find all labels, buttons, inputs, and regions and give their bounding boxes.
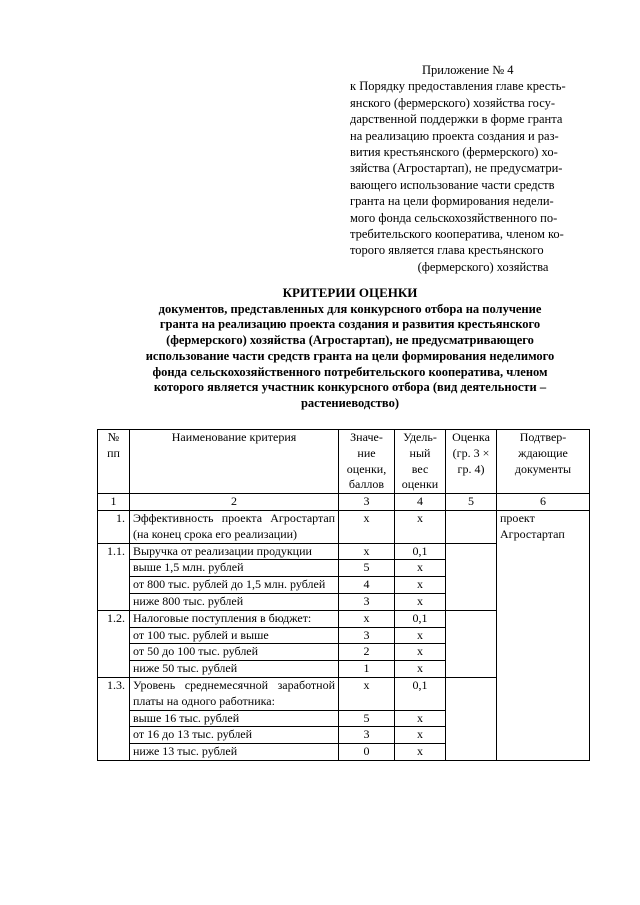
assessment-cell — [446, 727, 497, 744]
criterion-name: от 16 до 13 тыс. рублей — [130, 727, 339, 744]
column-number-row — [98, 494, 590, 511]
table-row — [98, 727, 590, 744]
appendix-line: к Порядку предоставления главе кресть- — [350, 79, 566, 94]
title-heading: КРИТЕРИИ ОЦЕНКИ — [282, 285, 418, 300]
header-text: вес — [411, 461, 429, 476]
weight-value: х — [395, 727, 446, 744]
criterion-name: Эффективность проекта Агростартап (на конец срока его реализации) — [130, 510, 339, 543]
title-line: (фермерского) хозяйства (Агростартап), не предусматривающего — [166, 333, 534, 348]
appendix-number: Приложение № 4 — [422, 63, 514, 77]
header-text: Значе- — [350, 430, 383, 444]
title-line: документов, представленных для конкурсного отбора на получение — [158, 301, 542, 316]
appendix-line: требительского кооператива, членом ко- — [350, 227, 564, 242]
appendix-line: вающего использование части средств — [350, 177, 555, 192]
column-number: 6 — [497, 494, 590, 511]
weight-value: 0,1 — [395, 610, 446, 627]
header-text: баллов — [348, 477, 385, 492]
document-title — [108, 285, 592, 412]
score-value: х — [339, 510, 395, 543]
criterion-name: от 50 до 100 тыс. рублей — [130, 644, 339, 661]
criterion-name: Выручка от реализации продукции — [130, 543, 339, 560]
appendix-line: гранта на цели формирования недели- — [350, 194, 554, 209]
header-weight — [395, 430, 446, 494]
weight-value: х — [395, 627, 446, 644]
assessment-cell — [446, 577, 497, 594]
appendix-line: на реализацию проекта создания и раз- — [350, 128, 559, 143]
row-number — [98, 661, 130, 678]
header-text: ный — [409, 445, 431, 460]
header-text: документы — [514, 461, 572, 476]
header-number — [98, 430, 130, 494]
score-value: 0 — [339, 744, 395, 761]
table-row — [98, 610, 590, 627]
score-value: 4 — [339, 577, 395, 594]
supporting-document-cont — [497, 727, 590, 744]
table-row — [98, 644, 590, 661]
header-text: Оценка — [452, 430, 490, 444]
table-header-row — [98, 430, 590, 494]
row-number: 1. — [98, 510, 130, 543]
appendix-line: янского (фермерского) хозяйства госу- — [350, 95, 556, 110]
supporting-document-cont — [497, 593, 590, 610]
header-text: оценки — [401, 477, 439, 492]
weight-value: х — [395, 510, 446, 543]
criterion-name: ниже 800 тыс. рублей — [130, 593, 339, 610]
column-number: 3 — [339, 494, 395, 511]
score-value: 3 — [339, 727, 395, 744]
appendix-block — [350, 62, 596, 275]
supporting-document-cont — [497, 644, 590, 661]
weight-value: х — [395, 710, 446, 727]
header-assessment — [446, 430, 497, 494]
table-row — [98, 710, 590, 727]
column-number: 1 — [98, 494, 130, 511]
table-row — [98, 593, 590, 610]
score-value: 1 — [339, 661, 395, 678]
table-row — [98, 661, 590, 678]
supporting-document-cont — [497, 744, 590, 761]
supporting-document-cont — [497, 543, 590, 560]
table-row — [98, 560, 590, 577]
appendix-line: вития крестьянского (фермерского) хо- — [350, 145, 558, 160]
score-value: 2 — [339, 644, 395, 661]
criterion-name: Налоговые поступления в бюджет: — [130, 610, 339, 627]
row-number: 1.1. — [98, 543, 130, 560]
row-number: 1.3. — [98, 677, 130, 710]
header-text: оценки, — [346, 461, 387, 476]
appendix-line: дарственной поддержки в форме гранта — [350, 112, 563, 127]
assessment-cell — [446, 627, 497, 644]
criteria-table — [97, 429, 590, 761]
criterion-name: от 100 тыс. рублей и выше — [130, 627, 339, 644]
table-row — [98, 577, 590, 594]
assessment-cell — [446, 661, 497, 678]
title-line: фонда сельскохозяйственного потребительского кооператива, членом — [152, 364, 548, 379]
assessment-cell — [446, 677, 497, 710]
assessment-cell — [446, 710, 497, 727]
header-criterion-name — [130, 430, 339, 494]
row-number — [98, 727, 130, 744]
criterion-name: от 800 тыс. рублей до 1,5 млн. рублей — [130, 577, 339, 594]
header-text: Наименование критерия — [171, 430, 297, 444]
weight-value: 0,1 — [395, 543, 446, 560]
criterion-name: ниже 13 тыс. рублей — [130, 744, 339, 761]
supporting-document-cont — [497, 710, 590, 727]
row-number — [98, 744, 130, 761]
row-number — [98, 644, 130, 661]
appendix-line: зяйства (Агростартап), не предусматри- — [350, 161, 563, 176]
score-value: 3 — [339, 627, 395, 644]
weight-value: х — [395, 560, 446, 577]
header-text: Удель- — [403, 430, 437, 444]
assessment-cell — [446, 510, 497, 543]
column-number: 2 — [130, 494, 339, 511]
table-row — [98, 627, 590, 644]
row-number: 1.2. — [98, 610, 130, 627]
table-row — [98, 543, 590, 560]
appendix-line: (фермерского) хозяйства — [417, 259, 549, 274]
table-row — [98, 677, 590, 710]
score-value: 5 — [339, 710, 395, 727]
title-line: использование части средств гранта на цели формирования неделимого — [145, 348, 555, 363]
weight-value: х — [395, 744, 446, 761]
assessment-cell — [446, 560, 497, 577]
score-value: х — [339, 677, 395, 710]
weight-value: х — [395, 593, 446, 610]
criterion-name: выше 1,5 млн. рублей — [130, 560, 339, 577]
supporting-document: проект Агростартап — [497, 510, 590, 543]
supporting-document-cont — [497, 627, 590, 644]
title-line: растениеводство) — [300, 395, 400, 410]
title-line: гранта на реализацию проекта создания и развития крестьянского — [159, 317, 541, 332]
row-number — [98, 627, 130, 644]
assessment-cell — [446, 644, 497, 661]
assessment-cell — [446, 543, 497, 560]
header-text: ждающие — [518, 445, 568, 460]
score-value: 5 — [339, 560, 395, 577]
weight-value: х — [395, 577, 446, 594]
row-number — [98, 710, 130, 727]
supporting-document-cont — [497, 677, 590, 710]
score-value: х — [339, 543, 395, 560]
weight-value: х — [395, 644, 446, 661]
appendix-line: мого фонда сельскохозяйственного по- — [350, 210, 558, 225]
table-row — [98, 744, 590, 761]
header-score-value — [339, 430, 395, 494]
header-text: № — [107, 430, 120, 444]
header-text: (гр. 3 × — [452, 445, 490, 460]
table-row — [98, 510, 590, 543]
row-number — [98, 577, 130, 594]
header-text: гр. 4) — [457, 461, 485, 476]
assessment-cell — [446, 610, 497, 627]
header-text: ние — [357, 445, 376, 460]
score-value: 3 — [339, 593, 395, 610]
supporting-document-cont — [497, 661, 590, 678]
header-documents — [497, 430, 590, 494]
header-text: пп — [107, 445, 120, 460]
header-text: Подтвер- — [519, 430, 567, 444]
appendix-line: торого является глава крестьянского — [350, 243, 544, 258]
criterion-name: выше 16 тыс. рублей — [130, 710, 339, 727]
criterion-name: Уровень среднемесячной заработной платы на одного работника: — [130, 677, 339, 710]
weight-value: 0,1 — [395, 677, 446, 710]
row-number — [98, 593, 130, 610]
column-number: 4 — [395, 494, 446, 511]
column-number: 5 — [446, 494, 497, 511]
title-line: которого является участник конкурсного отбора (вид деятельности – — [153, 380, 547, 395]
supporting-document-cont — [497, 560, 590, 577]
assessment-cell — [446, 593, 497, 610]
score-value: х — [339, 610, 395, 627]
supporting-document-cont — [497, 577, 590, 594]
supporting-document-cont — [497, 610, 590, 627]
row-number — [98, 560, 130, 577]
assessment-cell — [446, 744, 497, 761]
weight-value: х — [395, 661, 446, 678]
criterion-name: ниже 50 тыс. рублей — [130, 661, 339, 678]
